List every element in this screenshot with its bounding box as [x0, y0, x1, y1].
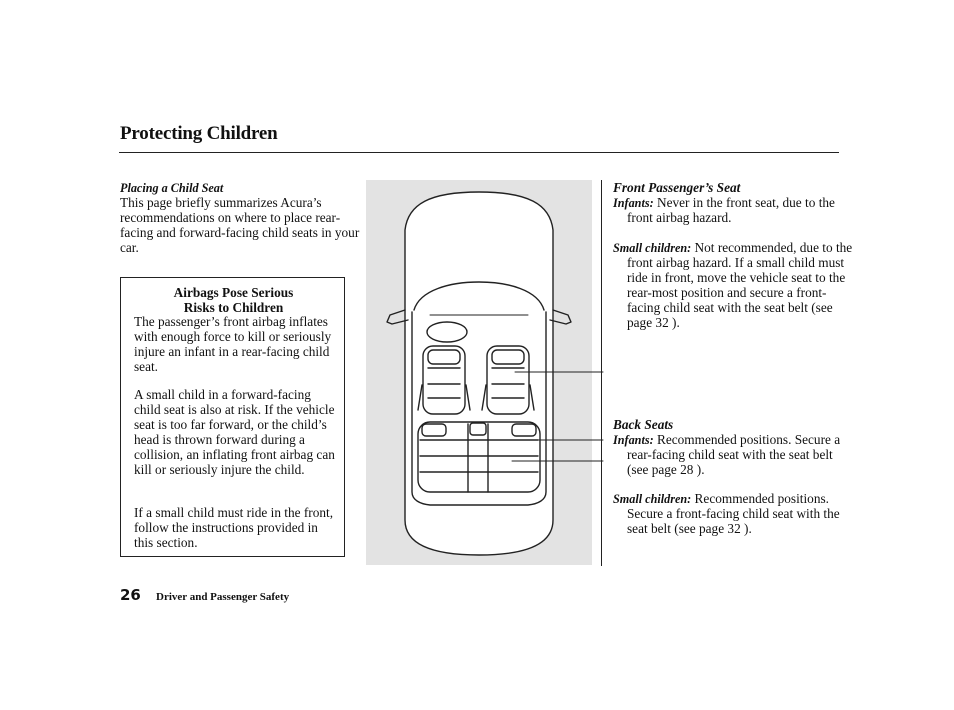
- warning-paragraph: If a small child must ride in the front, follow the instructions provided in this section.: [134, 505, 334, 550]
- back-infants-label: Infants:: [613, 433, 654, 447]
- warning-paragraph: A small child in a forward-facing child seat is also at risk. If the vehicle seat is too far forward, or the child’s head is thrown forward during a collision, an inflating front airbag can kill or seriously injure the child.: [134, 387, 335, 477]
- intro-heading: Placing a Child Seat: [120, 181, 224, 195]
- front-infants-text: [613, 196, 857, 226]
- back-infants-text: [613, 433, 857, 478]
- intro-body: This page briefly summarizes Acura’s recommendations on where to place rear-facing and forward-facing child seats in your car.: [120, 194, 360, 255]
- car-body-outline: [405, 192, 553, 555]
- page-number: 26: [120, 586, 141, 604]
- warning-title-line2: Risks to Children: [183, 299, 284, 315]
- front-passenger-heading: Front Passenger’s Seat: [613, 180, 741, 195]
- front-small-body: Not recommended, due to the front airbag hazard. If a small child must ride in front, move the vehicle seat to the rear-most position and secure a front-facing child seat with the seat belt (see page 32 ).: [627, 240, 853, 330]
- warning-title-line1: Airbags Pose Serious: [173, 285, 294, 300]
- warning-paragraph: The passenger’s front airbag inflates with enough force to kill or seriously injure an infant in a rear-facing child seat.: [134, 314, 332, 374]
- column-divider: [601, 180, 602, 566]
- back-seats-heading: Back Seats: [613, 417, 674, 432]
- back-small-body: Recommended positions. Secure a front-facing child seat with the seat belt (see page 32 ).: [627, 491, 840, 536]
- page-title: Protecting Children: [120, 123, 278, 144]
- back-small-children-text: [613, 492, 857, 537]
- back-small-label: Small children:: [613, 492, 692, 506]
- front-infants-body: Never in the front seat, due to the front airbag hazard.: [627, 195, 835, 225]
- front-infants-label: Infants:: [613, 196, 654, 210]
- back-infants-body: Recommended positions. Secure a rear-facing child seat with the seat belt (see page 28 ).: [627, 432, 841, 477]
- front-small-label: Small children:: [613, 241, 692, 255]
- front-small-children-text: [613, 241, 857, 330]
- footer-section-title: Driver and Passenger Safety: [156, 591, 290, 603]
